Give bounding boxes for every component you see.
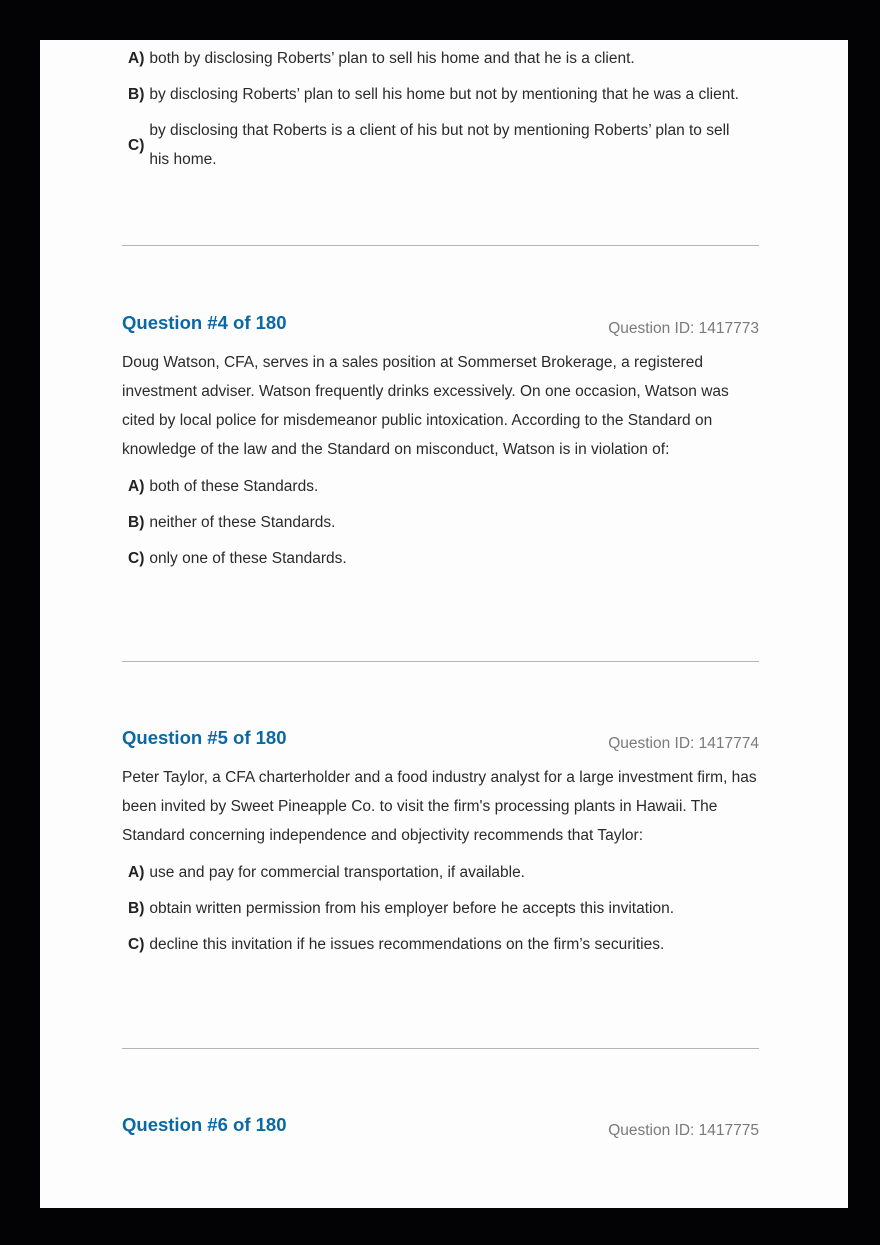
question-body: Doug Watson, CFA, serves in a sales position at Sommerset Brokerage, a registered investment adviser. Watson frequently drinks excessively. On one occasion, Watson was cited by local police for misdemeanor public intoxication. According to the Standard on knowledge of the law and the Standard on misconduct, Watson is in violation of:	[122, 354, 729, 458]
question-header	[122, 1114, 759, 1139]
question-title: Question #4 of 180	[122, 312, 287, 333]
question-header	[122, 312, 759, 337]
question-id: Question ID: 1417773	[608, 320, 759, 337]
answer-option-c[interactable]	[128, 930, 759, 959]
question-id: Question ID: 1417775	[608, 1122, 759, 1139]
question-4	[122, 312, 759, 580]
answer-option-c[interactable]	[128, 116, 759, 174]
answer-letter: A)	[128, 50, 145, 67]
answer-option-a[interactable]	[128, 858, 759, 887]
answer-letter: C)	[128, 136, 145, 154]
divider	[122, 661, 759, 662]
answer-text: by disclosing Roberts’ plan to sell his home but not by mentioning that he was a client.	[149, 86, 739, 103]
answer-text: by disclosing that Roberts is a client of his but not by mentioning Roberts’ plan to sell his home.	[149, 122, 730, 168]
question-5	[122, 727, 759, 966]
question-id: Question ID: 1417774	[608, 735, 759, 752]
answer-text: decline this invitation if he issues recommendations on the firm’s securities.	[149, 936, 665, 953]
divider	[122, 1048, 759, 1049]
answer-letter: C)	[128, 550, 145, 567]
answer-option-b[interactable]	[128, 894, 759, 923]
question-body: Peter Taylor, a CFA charterholder and a food industry analyst for a large investment firm, has been invited by Sweet Pineapple Co. to visit the firm's processing plants in Hawaii. The Standard concerning independence and objectivity recommends that Taylor:	[122, 769, 757, 844]
answer-letter: C)	[128, 936, 145, 953]
divider	[122, 245, 759, 246]
answer-text: use and pay for commercial transportation, if available.	[149, 864, 525, 881]
answer-letter: B)	[128, 900, 145, 917]
question-title: Question #5 of 180	[122, 727, 287, 748]
question-header	[122, 727, 759, 752]
answer-option-c[interactable]	[128, 544, 759, 573]
answer-letter: B)	[128, 514, 145, 531]
answer-text: neither of these Standards.	[149, 514, 336, 531]
prev-question-answers	[122, 44, 759, 181]
answer-letter: B)	[128, 86, 145, 103]
answer-letter: A)	[128, 864, 145, 881]
answer-option-b[interactable]	[128, 508, 759, 537]
answer-text: both of these Standards.	[149, 478, 319, 495]
answer-option-a[interactable]	[128, 44, 759, 73]
question-6	[122, 1114, 759, 1139]
answer-text: obtain written permission from his employer before he accepts this invitation.	[149, 900, 675, 917]
answer-letter: A)	[128, 478, 145, 495]
answer-option-b[interactable]	[128, 80, 759, 109]
answer-text: both by disclosing Roberts’ plan to sell his home and that he is a client.	[149, 50, 635, 67]
document-page	[40, 40, 848, 1208]
answer-option-a[interactable]	[128, 472, 759, 501]
question-title: Question #6 of 180	[122, 1114, 287, 1135]
answer-text: only one of these Standards.	[149, 550, 347, 567]
